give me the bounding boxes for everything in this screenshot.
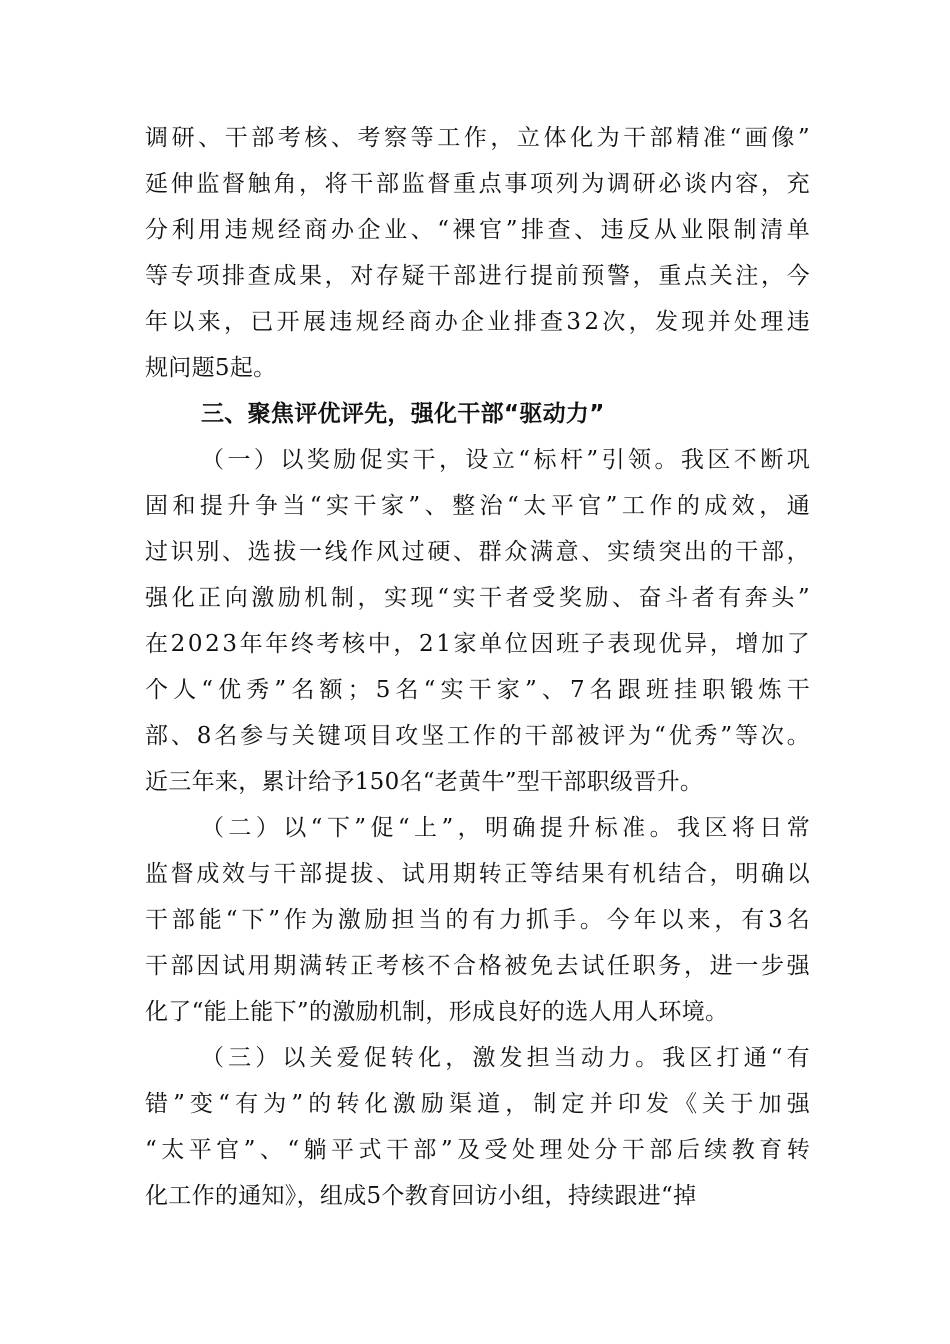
- paragraph-line: 监督成效与干部提拔、试用期转正等结果有机结合，明确以: [145, 861, 813, 887]
- paragraph-line: 干部能“下”作为激励担当的有力抓手。今年以来，有3名: [145, 907, 814, 933]
- paragraph-line: 部、8名参与关键项目攻坚工作的干部被评为“优秀”等次。: [145, 723, 813, 749]
- paragraph-line: 调研、干部考核、考察等工作，立体化为干部精准“画像”: [145, 125, 814, 151]
- paragraph-line: （二）以“下”促“上”，明确提升标准。我区将日常: [201, 815, 815, 841]
- paragraph-line: （三）以关爱促转化，激发担当动力。我区打通“有: [201, 1045, 814, 1071]
- paragraph-line: 个人“优秀”名额；5名“实干家”、7名跟班挂职锻炼干: [145, 677, 815, 703]
- paragraph-line: 化了“能上能下”的激励机制，形成良好的选人用人环境。: [145, 999, 729, 1025]
- paragraph-line: “太平官”、“躺平式干部”及受处理处分干部后续教育转: [145, 1137, 815, 1163]
- paragraph-line: 规问题5起。: [145, 355, 277, 381]
- paragraph-line: 等专项排查成果，对存疑干部进行提前预警，重点关注，今: [145, 263, 813, 289]
- paragraph-line: 近三年来，累计给予150名“老黄牛”型干部职级晋升。: [145, 769, 704, 795]
- paragraph-line: 错”变“有为”的转化激励渠道，制定并印发《关于加强: [145, 1091, 815, 1117]
- paragraph-line: 分利用违规经商办企业、“裸官”排查、违反从业限制清单: [145, 217, 814, 243]
- paragraph-line: 干部因试用期满转正考核不合格被免去试任职务，进一步强: [145, 953, 813, 979]
- paragraph-line: 在2023年年终考核中，21家单位因班子表现优异，增加了: [145, 631, 813, 657]
- paragraph-line: 强化正向激励机制，实现“实干者受奖励、奋斗者有奔头”: [145, 585, 814, 611]
- section-heading: 三、聚焦评优评先，强化干部“驱动力”: [201, 401, 605, 427]
- paragraph-line: 延伸监督触角，将干部监督重点事项列为调研必谈内容，充: [145, 171, 813, 197]
- paragraph-line: （一）以奖励促实干，设立“标杆”引领。我区不断巩: [201, 447, 814, 473]
- document-body: [145, 115, 815, 1219]
- paragraph-line: 年以来，已开展违规经商办企业排查32次，发现并处理违: [145, 309, 814, 335]
- paragraph-line: 化工作的通知》，组成5个教育回访小组，持续跟进“掉: [145, 1183, 697, 1209]
- paragraph-line: 固和提升争当“实干家”、整治“太平官”工作的成效，通: [145, 493, 815, 519]
- paragraph-line: 过识别、选拔一线作风过硬、群众满意、实绩突出的干部，: [145, 539, 813, 565]
